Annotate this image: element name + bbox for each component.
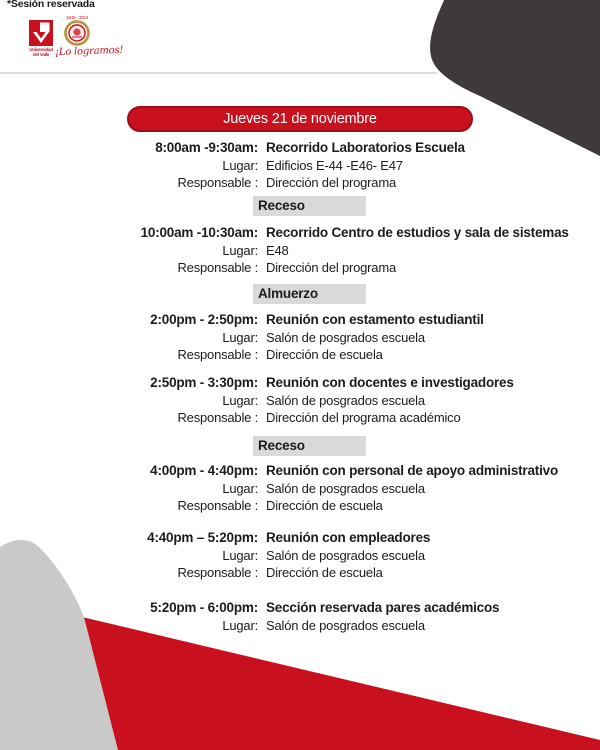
entry-time: 5:20pm - 6:00pm: (150, 600, 258, 615)
responsable-value: Dirección de escuela (266, 498, 383, 513)
seal-years-text: 1945 - 2024 (66, 15, 88, 20)
responsable-label: Responsable : (177, 498, 258, 513)
entry-time: 4:00pm - 4:40pm: (150, 463, 258, 478)
responsable-label: Responsable : (177, 565, 258, 580)
schedule-entry (0, 224, 600, 277)
entry-title: Recorrido Centro de estudios y sala de sistemas (266, 225, 569, 240)
responsable-value: Dirección de escuela (266, 347, 383, 362)
lugar-label: Lugar: (222, 329, 258, 345)
responsable-label: Responsable : (177, 175, 258, 190)
entry-time: 2:00pm - 2:50pm: (150, 312, 258, 327)
univalle-logo-caption (26, 47, 56, 57)
schedule-entry (0, 599, 600, 634)
section-break-bar: Receso (253, 196, 366, 216)
entry-time: 8:00am -9:30am: (155, 140, 258, 155)
seal-icon (64, 20, 90, 46)
dark-corner-shape (430, 0, 600, 156)
responsable-label: Responsable : (177, 347, 258, 362)
lugar-value: E48 (266, 242, 289, 258)
date-header-bar: Jueves 21 de noviembre (127, 106, 473, 132)
responsable-value: Dirección de escuela (266, 565, 383, 580)
schedule-entry (0, 311, 600, 364)
slogan-script-text: ¡Lo logramos! (54, 44, 124, 59)
lugar-label: Lugar: (222, 617, 258, 633)
lugar-label: Lugar: (222, 392, 258, 408)
responsable-value: Dirección del programa académico (266, 410, 461, 425)
lugar-value: Salón de posgrados escuela (266, 329, 425, 345)
lugar-value: Salón de posgrados escuela (266, 392, 425, 408)
schedule-entry (0, 374, 600, 427)
lugar-label: Lugar: (222, 157, 258, 173)
entry-title: Recorrido Laboratorios Escuela (266, 140, 465, 155)
lugar-label: Lugar: (222, 242, 258, 258)
lugar-value: Salón de posgrados escuela (266, 617, 425, 633)
responsable-label: Responsable : (177, 410, 258, 425)
entry-title: Sección reservada pares académicos (266, 600, 500, 615)
lugar-value: Edificios E-44 -E46- E47 (266, 157, 403, 173)
entry-title: Reunión con docentes e investigadores (266, 375, 514, 390)
schedule-entry (0, 529, 600, 582)
schedule-entry (0, 139, 600, 192)
entry-time: 2:50pm - 3:30pm: (150, 375, 258, 390)
responsable-value: Dirección del programa (266, 260, 396, 275)
responsable-value: Dirección del programa (266, 175, 396, 190)
reserved-session-note: *Sesión reservada (7, 0, 95, 10)
section-break-bar: Receso (253, 436, 366, 456)
entry-title: Reunión con estamento estudiantil (266, 312, 484, 327)
lugar-value: Salón de posgrados escuela (266, 547, 425, 563)
red-corner-triangle (82, 617, 600, 750)
responsable-label: Responsable : (177, 260, 258, 275)
entry-title: Reunión con empleadores (266, 530, 431, 545)
section-break-bar: Almuerzo (253, 284, 366, 304)
univalle-logo-icon (29, 20, 53, 46)
entry-title: Reunión con personal de apoyo administrativo (266, 463, 558, 478)
univalle-caption-line1: Universidad (29, 47, 53, 52)
entry-time: 10:00am -10:30am: (140, 225, 258, 240)
univalle-caption-line2: del Valle (32, 52, 50, 57)
lugar-value: Salón de posgrados escuela (266, 480, 425, 496)
schedule-entry (0, 462, 600, 515)
entry-time: 4:40pm – 5:20pm: (147, 530, 258, 545)
lugar-label: Lugar: (222, 547, 258, 563)
lugar-label: Lugar: (222, 480, 258, 496)
